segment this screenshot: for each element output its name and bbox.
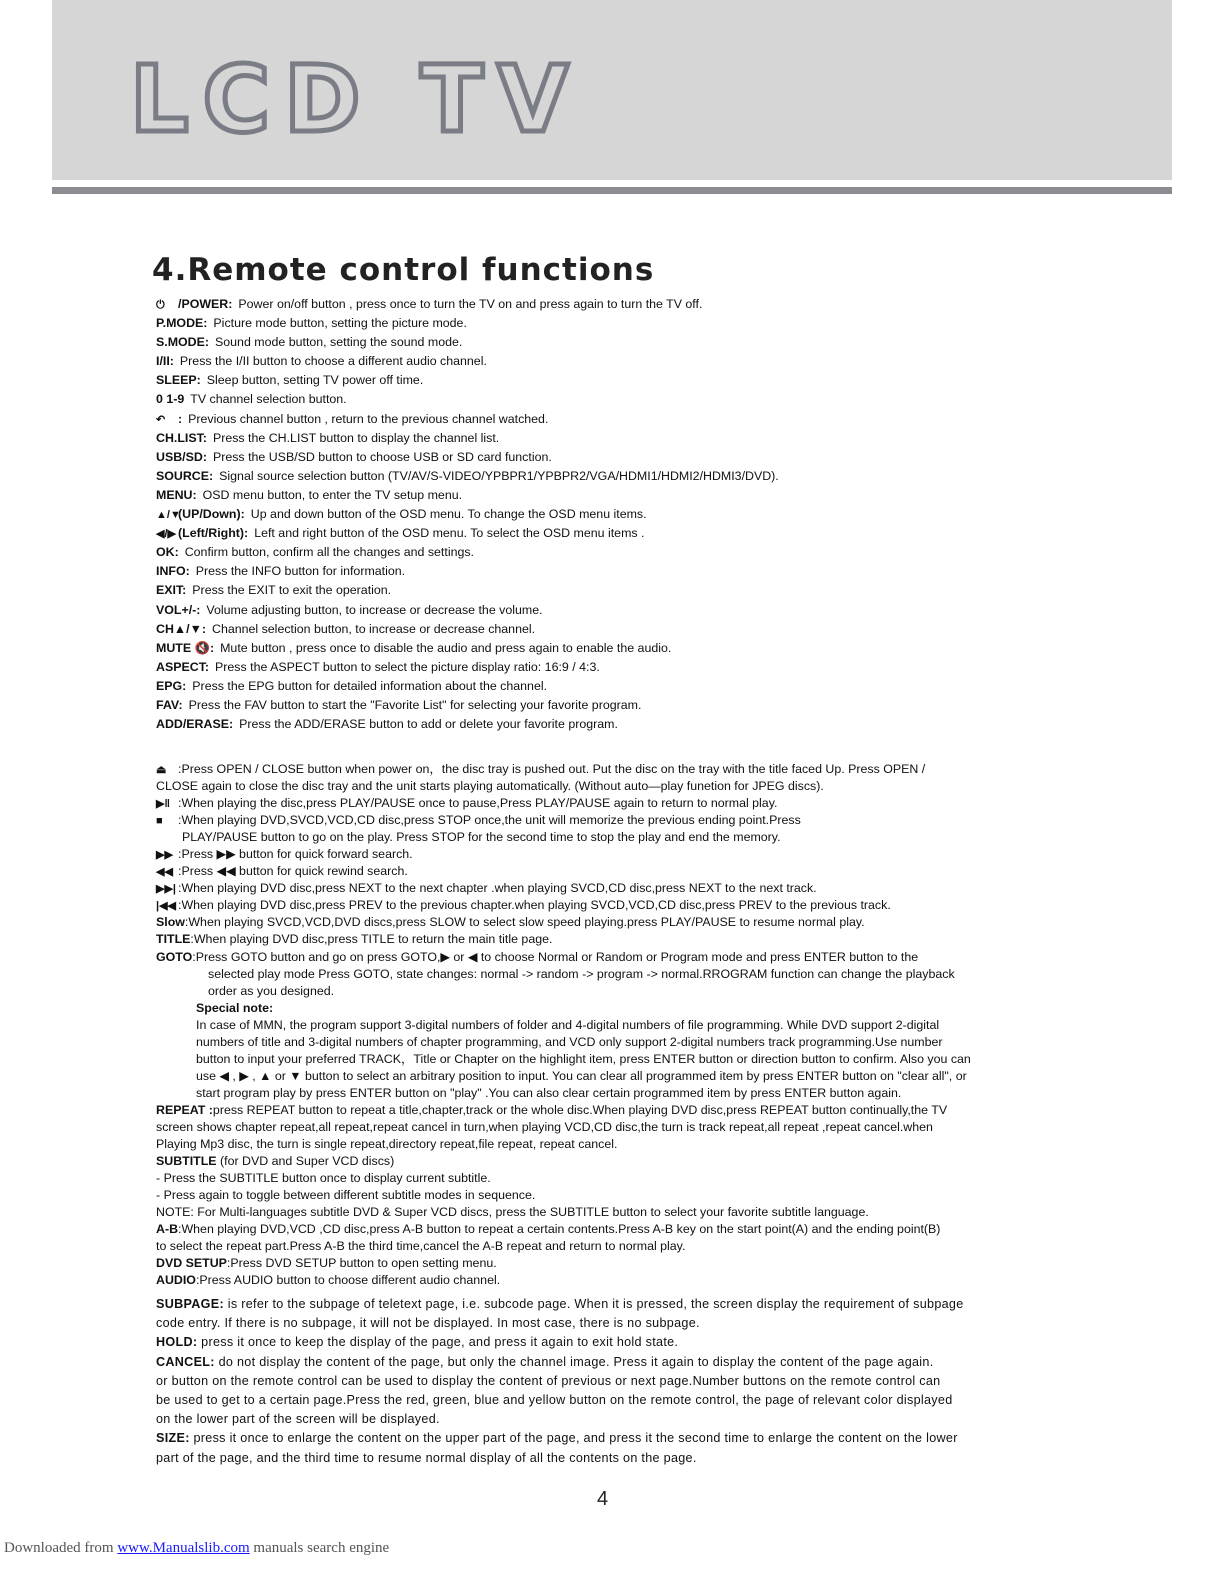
button-description: :Press GOTO button and go on press GOTO,▶ or ◀ to choose Normal or Random or Program mode and press ENTER button to the bbox=[192, 949, 919, 964]
button-name: MUTE 🔇: bbox=[156, 640, 215, 655]
button-description: use ◀ , ▶ , ▲ or ▼ button to select an arbitrary position to input. You can clear all programmed item by press ENTER button on "clear all", or bbox=[196, 1068, 967, 1083]
function-line bbox=[156, 1391, 1216, 1410]
button-description: OSD menu button, to enter the TV setup menu. bbox=[202, 487, 463, 502]
function-line bbox=[156, 949, 1216, 966]
function-line bbox=[156, 1051, 1216, 1068]
button-description: Signal source selection button (TV/AV/S-VIDEO/YPBPR1/YPBPR2/VGA/HDMI1/HDMI2/HDMI3/DVD). bbox=[219, 468, 779, 483]
button-name: REPEAT : bbox=[156, 1102, 213, 1117]
button-name: OK: bbox=[156, 545, 179, 560]
button-name: CANCEL: bbox=[156, 1354, 215, 1369]
function-line bbox=[156, 639, 1156, 658]
eject-icon: ⏏ bbox=[156, 764, 167, 776]
function-line bbox=[156, 1333, 1216, 1352]
button-description: be used to get to a certain page.Press the red, green, blue and yellow button on the remote control, the page of relevant color displayed bbox=[156, 1392, 953, 1407]
button-description: code entry. If there is no subpage, it will not be displayed. In most case, there is no subpage. bbox=[156, 1316, 700, 1331]
function-line bbox=[156, 410, 1156, 429]
function-line bbox=[156, 467, 1156, 486]
next-icon: ▶▶| bbox=[156, 883, 176, 896]
function-line bbox=[156, 1353, 1216, 1372]
fast-forward-icon: ▶▶ bbox=[156, 849, 173, 862]
function-line bbox=[156, 1017, 1216, 1034]
function-line bbox=[156, 1187, 1216, 1204]
function-line bbox=[156, 812, 1216, 829]
button-name: Special note: bbox=[196, 1000, 274, 1015]
function-line bbox=[156, 1034, 1216, 1051]
button-name: SOURCE: bbox=[156, 468, 214, 483]
function-line bbox=[156, 390, 1156, 409]
button-name: /POWER: bbox=[178, 297, 233, 311]
dvd-functions-list bbox=[156, 761, 1216, 1289]
button-description: Sound mode button, setting the sound mode. bbox=[215, 335, 463, 350]
function-line bbox=[156, 1170, 1216, 1187]
button-description: :When playing DVD disc,press PREV to the previous chapter.when playing SVCD,VCD,CD disc,press PREV to the previous track. bbox=[178, 898, 891, 913]
button-name: VOL+/-: bbox=[156, 602, 201, 617]
button-name: ADD/ERASE: bbox=[156, 717, 234, 732]
button-name: HOLD: bbox=[156, 1335, 198, 1350]
button-description: :When playing DVD disc,press TITLE to return the main title page. bbox=[190, 932, 553, 947]
page-number: 4 bbox=[597, 1488, 609, 1510]
button-description: :Press OPEN / CLOSE button when power on，the disc tray is pushed out. Put the disc on the tray with the title faced Up. Press OPEN / bbox=[178, 762, 926, 776]
function-line bbox=[156, 1314, 1216, 1333]
function-line bbox=[156, 429, 1156, 448]
button-name: SUBTITLE bbox=[156, 1154, 217, 1169]
function-line bbox=[156, 696, 1156, 715]
function-line bbox=[156, 983, 1216, 1000]
button-description: Mute button , press once to disable the audio and press again to enable the audio. bbox=[220, 640, 672, 655]
button-description: Press the INFO button for information. bbox=[195, 564, 406, 579]
button-description: start program play by press ENTER button on "play" .You can also clear certain programmed item by press ENTER button again. bbox=[196, 1085, 902, 1100]
button-description: - Press the SUBTITLE button once to display current subtitle. bbox=[156, 1171, 491, 1186]
button-name: I/II: bbox=[156, 354, 174, 369]
button-description: Playing Mp3 disc, the turn is single repeat,directory repeat,file repeat, repeat cancel. bbox=[156, 1137, 618, 1152]
function-line bbox=[156, 1410, 1216, 1429]
footer-suffix: manuals search engine bbox=[249, 1540, 390, 1556]
function-line bbox=[156, 966, 1216, 983]
button-description: Press the USB/SD button to choose USB or SD card function. bbox=[212, 449, 552, 464]
button-description: TV channel selection button. bbox=[190, 392, 347, 407]
function-line bbox=[156, 880, 1216, 897]
function-line bbox=[156, 863, 1216, 880]
function-line bbox=[156, 1429, 1216, 1448]
button-description: PLAY/PAUSE button to go on the play. Press STOP for the second time to stop the play and end the memory. bbox=[182, 830, 781, 845]
button-name: EXIT: bbox=[156, 583, 187, 598]
function-line bbox=[156, 795, 1216, 812]
button-description: part of the page, and the third time to resume normal display of all the contents on the page. bbox=[156, 1450, 697, 1465]
function-line bbox=[156, 658, 1156, 677]
button-description: :When playing DVD,SVCD,VCD,CD disc,press STOP once,the unit will memorize the previous ending point.Press bbox=[178, 813, 801, 828]
button-description: :Press DVD SETUP button to open setting menu. bbox=[226, 1256, 497, 1271]
function-line bbox=[156, 914, 1216, 931]
button-description: on the lower part of the screen will be displayed. bbox=[156, 1412, 440, 1427]
button-name: P.MODE: bbox=[156, 316, 208, 331]
function-line bbox=[156, 352, 1156, 371]
function-line bbox=[156, 761, 1216, 778]
function-line bbox=[156, 543, 1156, 562]
function-line bbox=[156, 371, 1156, 390]
button-name: GOTO bbox=[156, 949, 193, 964]
button-description: :When playing DVD,VCD ,CD disc,press A-B button to repeat a certain contents.Press A-B key on the start point(A) and the ending point(B) bbox=[178, 1222, 941, 1237]
function-line bbox=[156, 1238, 1216, 1255]
function-line bbox=[156, 931, 1216, 948]
function-line bbox=[156, 486, 1156, 505]
button-name: USB/SD: bbox=[156, 449, 207, 464]
button-description: Previous channel button , return to the previous channel watched. bbox=[188, 411, 549, 426]
function-line bbox=[156, 677, 1156, 696]
function-line bbox=[156, 601, 1156, 620]
function-line bbox=[156, 295, 1156, 314]
function-line bbox=[156, 1449, 1216, 1468]
button-description: :Press ◀◀ button for quick rewind search. bbox=[178, 864, 408, 879]
function-line bbox=[156, 1221, 1216, 1238]
function-line bbox=[156, 897, 1216, 914]
stop-icon: ■ bbox=[156, 815, 163, 828]
button-description: order as you designed. bbox=[208, 983, 335, 998]
button-description: :Press AUDIO button to choose different audio channel. bbox=[195, 1273, 501, 1288]
button-name: (Left/Right): bbox=[178, 526, 249, 541]
button-name: MENU: bbox=[156, 487, 197, 502]
button-name: A-B bbox=[156, 1222, 179, 1237]
button-description: Press the FAV button to start the "Favorite List" for selecting your favorite program. bbox=[188, 697, 642, 712]
button-name: CH.LIST: bbox=[156, 430, 207, 445]
button-description: Sleep button, setting TV power off time. bbox=[206, 373, 424, 388]
function-line bbox=[156, 448, 1156, 467]
button-description: is refer to the subpage of teletext page, i.e. subcode page. When it is pressed, the screen display the requirement of subpage bbox=[223, 1297, 964, 1311]
return-icon: ↶ bbox=[156, 413, 166, 426]
button-description: NOTE: For Multi-languages subtitle DVD & Super VCD discs, press the SUBTITLE button to select your favorite subtitle language. bbox=[156, 1205, 869, 1220]
lcd-tv-logo: LCD TV bbox=[130, 46, 583, 153]
function-line bbox=[156, 1102, 1216, 1119]
button-description: press it once to keep the display of the page, and press it again to exit hold state. bbox=[197, 1335, 679, 1350]
button-description: - Press again to toggle between different subtitle modes in sequence. bbox=[156, 1188, 536, 1203]
function-line bbox=[156, 1119, 1216, 1136]
function-line bbox=[156, 829, 1216, 846]
button-description: Press the I/II button to choose a different audio channel. bbox=[179, 354, 487, 369]
button-description: press REPEAT button to repeat a title,chapter,track or the whole disc.When playing DVD disc,press REPEAT button continually,the TV bbox=[212, 1102, 948, 1117]
button-description: Up and down button of the OSD menu. To change the OSD menu items. bbox=[250, 507, 647, 522]
function-line bbox=[156, 1295, 1216, 1314]
button-description: :When playing SVCD,VCD,DVD discs,press SLOW to select slow speed playing.press PLAY/PAUSE to resume normal play. bbox=[184, 915, 865, 930]
button-description: :Press ▶▶ button for quick forward search. bbox=[178, 847, 413, 862]
left-right-icon: ◀/▶ bbox=[156, 528, 176, 541]
button-description: Channel selection button, to increase or decrease channel. bbox=[212, 621, 536, 636]
function-line bbox=[156, 620, 1156, 639]
function-line bbox=[156, 715, 1156, 734]
button-name: : bbox=[178, 411, 183, 426]
button-description: Volume adjusting button, to increase or decrease the volume. bbox=[206, 602, 543, 617]
button-description: numbers of title and 3-digital numbers of chapter programming, and VCD only support 2-digital numbers track programming.Use number bbox=[196, 1034, 943, 1049]
button-name: 0 1-9 bbox=[156, 392, 185, 407]
button-description: Confirm button, confirm all the changes and settings. bbox=[184, 545, 474, 560]
button-name: DVD SETUP bbox=[156, 1256, 227, 1271]
basic-functions-list bbox=[156, 295, 1156, 734]
play-pause-icon: ▶‖ bbox=[156, 798, 170, 811]
manualslib-link[interactable]: www.Manualslib.com bbox=[117, 1540, 250, 1556]
button-name: (UP/Down): bbox=[178, 507, 245, 522]
header-divider bbox=[52, 187, 1172, 194]
button-description: Left and right button of the OSD menu. To select the OSD menu items . bbox=[254, 526, 645, 541]
function-line bbox=[156, 1000, 1216, 1017]
button-description: Press the CH.LIST button to display the channel list. bbox=[212, 430, 500, 445]
function-line bbox=[156, 1255, 1216, 1272]
button-name: TITLE bbox=[156, 932, 191, 947]
button-description: In case of MMN, the program support 3-digital numbers of folder and 4-digital numbers of file programming. While DVD support 2-digital bbox=[196, 1017, 940, 1032]
button-name: CH▲/▼: bbox=[156, 621, 206, 636]
button-description: Press the EPG button for detailed information about the channel. bbox=[192, 678, 548, 693]
button-name: S.MODE: bbox=[156, 335, 210, 350]
rewind-icon: ◀◀ bbox=[156, 866, 173, 879]
button-name: ASPECT: bbox=[156, 659, 210, 674]
button-description: Press the EXIT to exit the operation. bbox=[192, 583, 392, 598]
function-line bbox=[156, 1372, 1216, 1391]
button-description: CLOSE again to close the disc tray and the unit starts playing automatically. (Without auto—play funetion for JPEG discs). bbox=[156, 779, 824, 794]
up-down-icon: ▲/▼ bbox=[156, 509, 181, 522]
page-title: 4.Remote control functions bbox=[152, 252, 655, 288]
function-line bbox=[156, 524, 1156, 543]
function-line bbox=[156, 1272, 1216, 1289]
button-name: Slow bbox=[156, 915, 185, 930]
button-description: Press the ASPECT button to select the picture display ratio: 16:9 / 4:3. bbox=[215, 659, 600, 674]
prev-icon: |◀◀ bbox=[156, 900, 176, 913]
button-description: press it once to enlarge the content on the upper part of the page, and press it the second time to enlarge the content on the lower bbox=[189, 1431, 958, 1446]
button-description: (for DVD and Super VCD discs) bbox=[216, 1154, 395, 1169]
function-line bbox=[156, 1153, 1216, 1170]
button-description: Press the ADD/ERASE button to add or delete your favorite program. bbox=[239, 717, 618, 732]
button-name: SLEEP: bbox=[156, 373, 201, 388]
button-name: FAV: bbox=[156, 697, 183, 712]
function-line bbox=[156, 314, 1156, 333]
button-description: screen shows chapter repeat,all repeat,repeat cancel in turn,when playing VCD,CD disc,the turn is track repeat,all repeat ,repeat cancel.when bbox=[156, 1119, 933, 1134]
button-description: :When playing DVD disc,press NEXT to the next chapter .when playing SVCD,CD disc,press NEXT to the next track. bbox=[178, 881, 817, 896]
button-description: selected play mode Press GOTO, state changes: normal -> random -> program -> normal.RROGRAM function can change the playback bbox=[208, 966, 955, 981]
button-name: EPG: bbox=[156, 678, 187, 693]
footer-prefix: Downloaded from bbox=[4, 1540, 118, 1556]
button-description: :When playing the disc,press PLAY/PAUSE once to pause,Press PLAY/PAUSE again to return to normal play. bbox=[178, 796, 778, 811]
button-description: Power on/off button , press once to turn the TV on and press again to turn the TV off. bbox=[238, 297, 703, 311]
button-description: button to input your preferred TRACK，Title or Chapter on the highlight item, press ENTER button or direction button to confirm. Also you can bbox=[196, 1051, 971, 1066]
power-icon: ⏻ bbox=[156, 299, 165, 311]
download-footer bbox=[4, 1540, 389, 1557]
button-description: to select the repeat part.Press A-B the third time,cancel the A-B repeat and return to normal play. bbox=[156, 1239, 686, 1254]
function-line bbox=[156, 581, 1156, 600]
button-description: or button on the remote control can be used to display the content of previous or next page.Number buttons on the remote control can bbox=[156, 1373, 941, 1388]
function-line bbox=[156, 1136, 1216, 1153]
function-line bbox=[156, 1068, 1216, 1085]
function-line bbox=[156, 778, 1216, 795]
button-name: AUDIO bbox=[156, 1273, 196, 1288]
button-name: SUBPAGE: bbox=[156, 1297, 224, 1311]
button-description: do not display the content of the page, but only the channel image. Press it again to display the content of the page again. bbox=[214, 1354, 934, 1369]
function-line bbox=[156, 1204, 1216, 1221]
function-line bbox=[156, 846, 1216, 863]
function-line bbox=[156, 562, 1156, 581]
teletext-functions-list bbox=[156, 1295, 1216, 1468]
button-name: INFO: bbox=[156, 564, 190, 579]
button-name: SIZE: bbox=[156, 1431, 190, 1446]
function-line bbox=[156, 1085, 1216, 1102]
button-description: Picture mode button, setting the picture mode. bbox=[213, 316, 467, 331]
function-line bbox=[156, 505, 1156, 524]
function-line bbox=[156, 333, 1156, 352]
